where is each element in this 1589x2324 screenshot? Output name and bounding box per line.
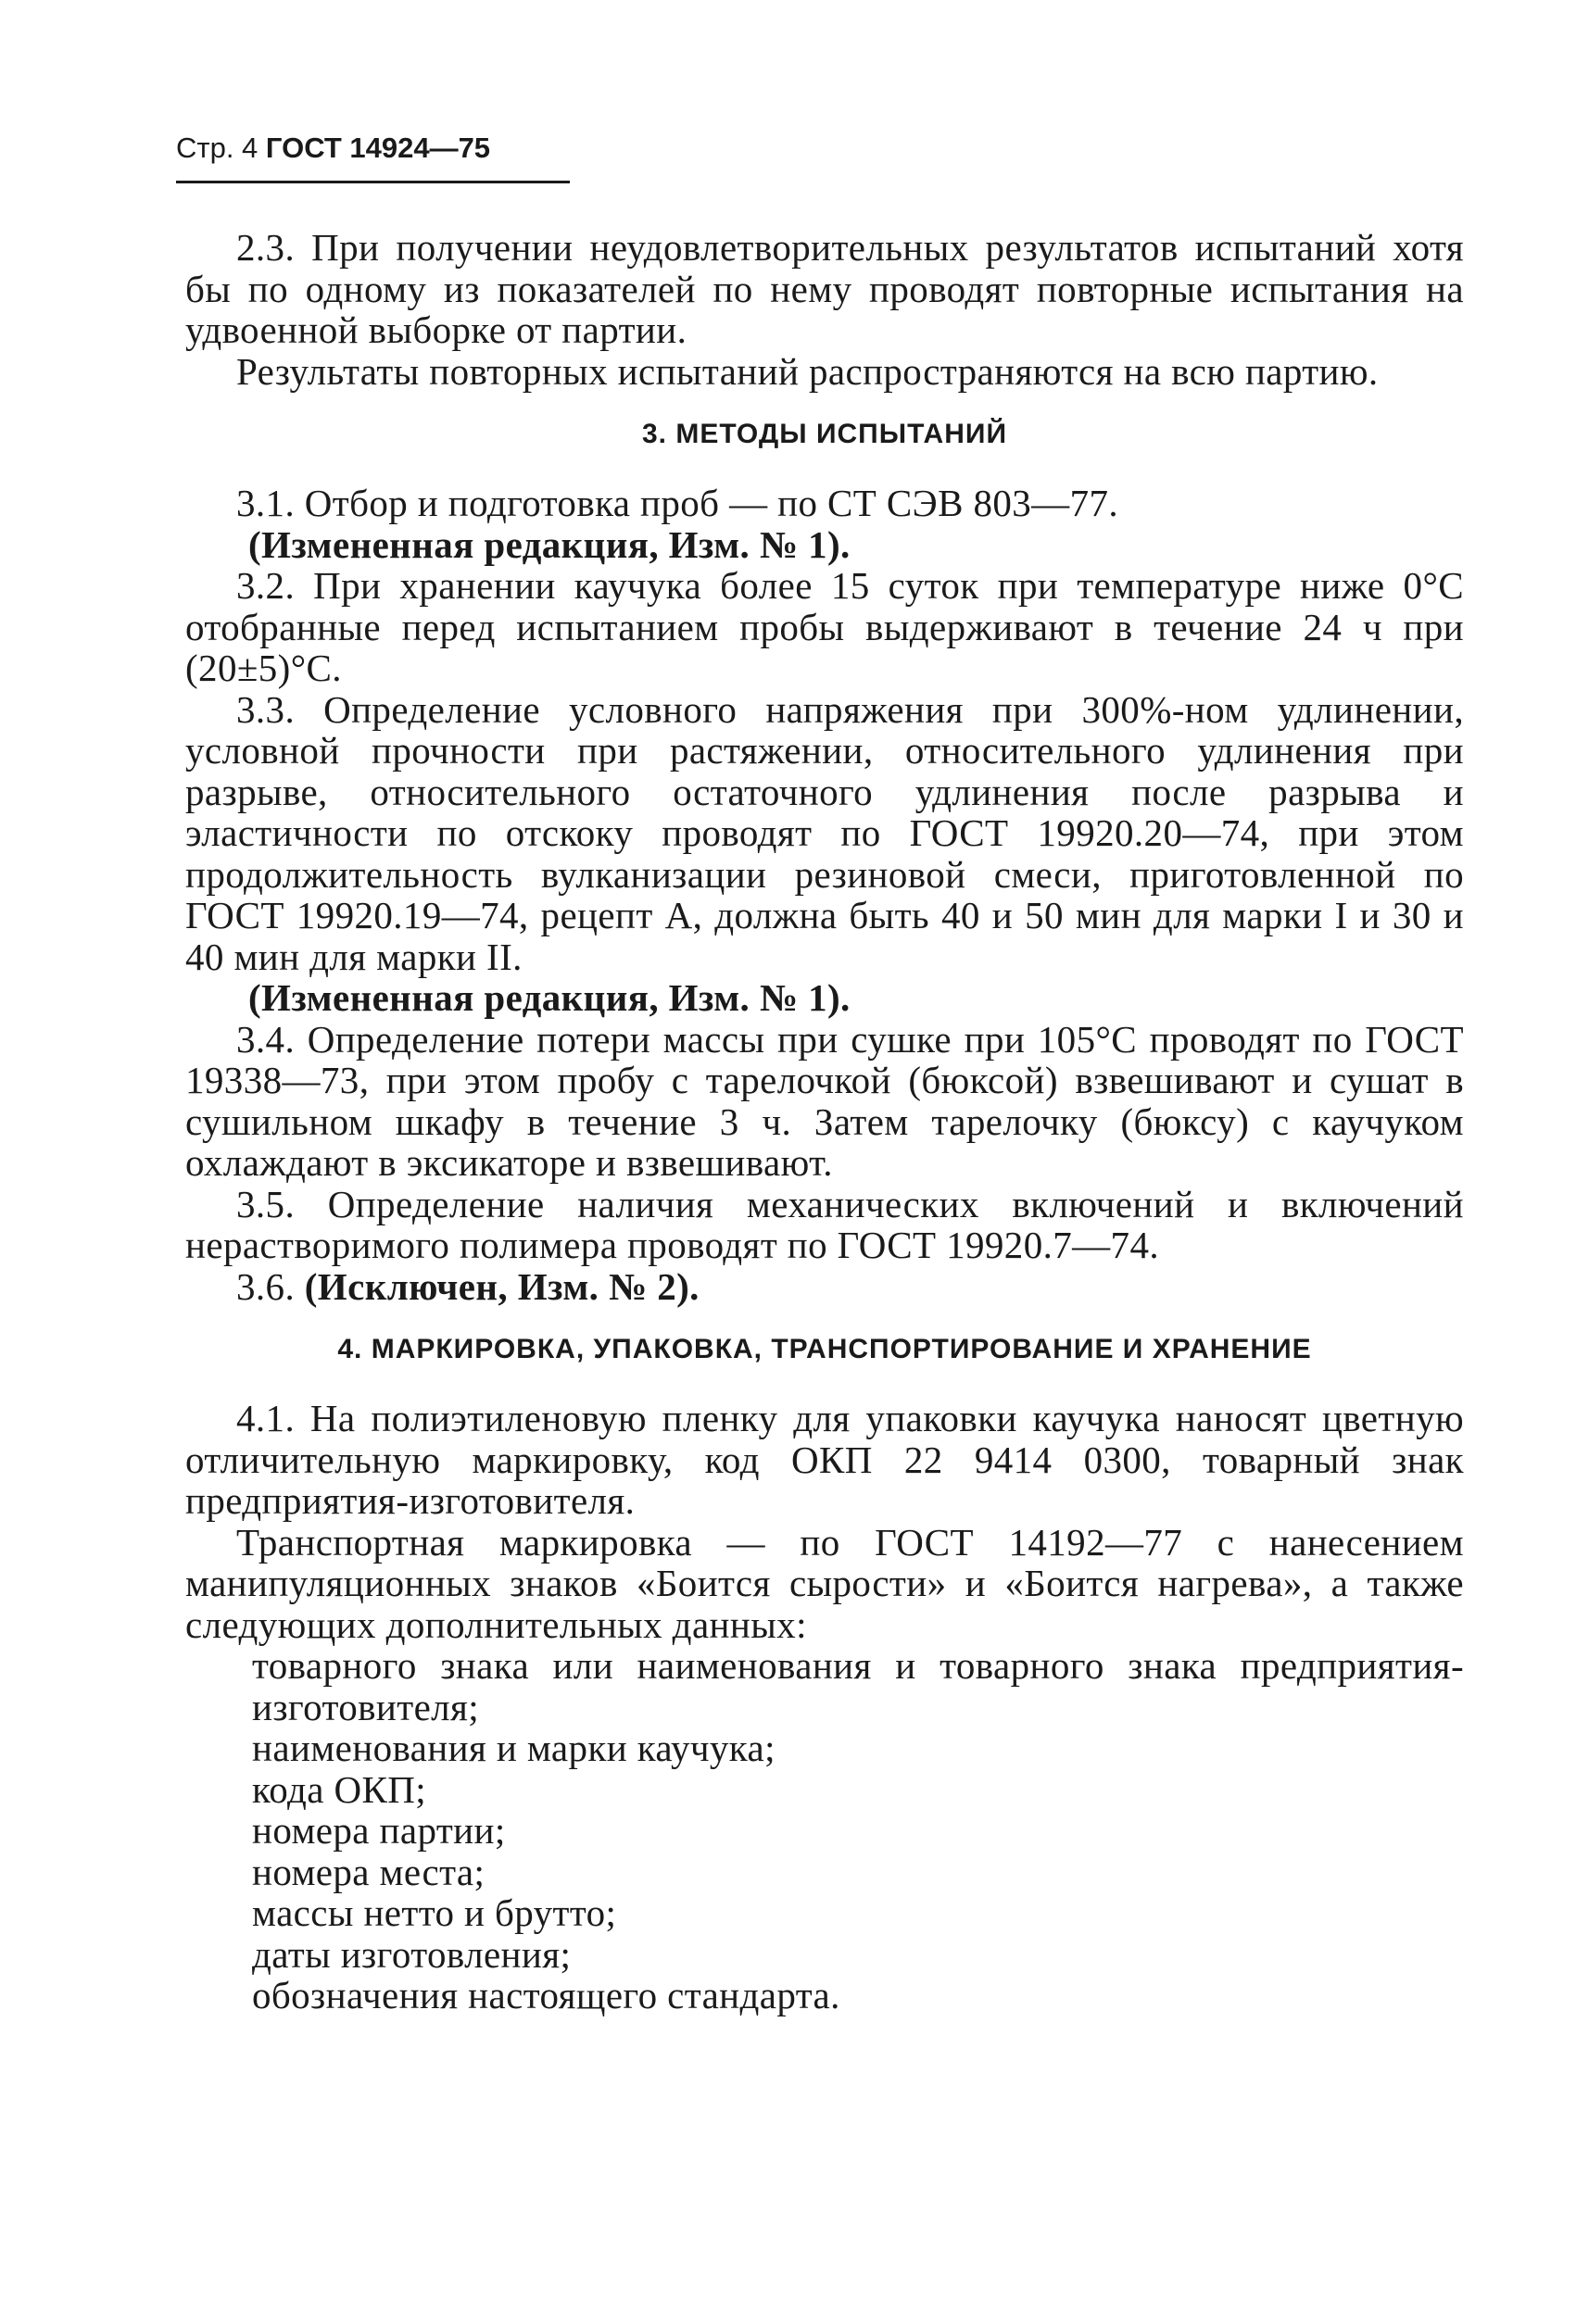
list-item: массы нетто и брутто; (252, 1891, 617, 1934)
list-item: товарного знака или наименования и товарного знака предприятия-изготовителя; (252, 1644, 1464, 1728)
marking-list (252, 1645, 1464, 2016)
list-item: номера места; (252, 1850, 486, 1893)
list-item: наименования и марки каучука; (252, 1727, 776, 1769)
list-item: обозначения настоящего стандарта. (252, 1974, 840, 2016)
paragraph-3-6-number: 3.6. (236, 1264, 305, 1308)
list-item: номера партии; (252, 1809, 506, 1852)
paragraph-3-4: 3.4. Определение потери массы при сушке при 105°С проводят по ГОСТ 19338—73, при этом пробу с тарелочкой (бюксой) взвешивают и сушат в сушильном шкафу в течение 3 ч. Затем тарелочку (бюксу) с каучуком охлаждают в эксикаторе и взвешивают. (185, 1017, 1464, 1184)
section-3-title: 3. МЕТОДЫ ИСПЫТАНИЙ (642, 419, 1007, 449)
paragraph-2-3-result: Результаты повторных испытаний распространяются на всю партию. (236, 349, 1379, 393)
paragraph-3-2: 3.2. При хранении каучука более 15 суток при температуре ниже 0°С отобранные перед испытанием пробы выдерживают в течение 24 ч при (20±5)°С. (185, 564, 1464, 689)
standard-code: ГОСТ 14924—75 (265, 132, 491, 164)
page-header (176, 130, 490, 167)
paragraph-3-3: 3.3. Определение условного напряжения при 300%-ном удлинении, условной прочности при растяжении, относительного удлинения при разрыве, относительного остаточного удлинения после разрыва и эластичности по отскоку проводят по ГОСТ 19920.20—74, при этом продолжительность вулканизации резиновой смеси, приготовленной по ГОСТ 19920.19—74, рецепт А, должна быть 40 и 50 мин для марки I и 30 и 40 мин для марки II. (185, 687, 1464, 978)
paragraph-3-6 (185, 1266, 1464, 1308)
list-item: даты изготовления; (252, 1932, 572, 1976)
paragraph-2-3: 2.3. При получении неудовлетворительных результатов испытаний хотя бы по одному из показателей по нему проводят повторные испытания на удвоенной выборке от партии. (185, 226, 1464, 351)
page-number: Стр. 4 (176, 132, 259, 164)
amendment-note: (Измененная редакция, Изм. № 1). (248, 522, 851, 566)
section-4-title: 4. МАРКИРОВКА, УПАКОВКА, ТРАНСПОРТИРОВАНИЕ И ХРАНЕНИЕ (337, 1334, 1312, 1364)
paragraph-3-6-excluded: (Исключен, Изм. № 2). (304, 1264, 700, 1308)
paragraph-4-1: 4.1. На полиэтиленовую пленку для упаковки каучука наносят цветную отличительную маркировку, код ОКП 22 9414 0300, товарный знак предприятия-изготовителя. (185, 1397, 1464, 1522)
document-body (185, 227, 1464, 2016)
header-rule (176, 181, 570, 183)
paragraph-3-5: 3.5. Определение наличия механических включений и включений нерастворимого полимера проводят по ГОСТ 19920.7—74. (185, 1182, 1464, 1266)
list-item: кода ОКП; (252, 1767, 427, 1811)
amendment-note: (Измененная редакция, Изм. № 1). (248, 976, 851, 1019)
paragraph-4-1-transport: Транспортная маркировка — по ГОСТ 14192—77 с нанесением манипуляционных знаков «Боится сырости» и «Боится нагрева», а также следующих дополнительных данных: (185, 1520, 1464, 1646)
paragraph-3-1: 3.1. Отбор и подготовка проб — по СТ СЭВ 803—77. (236, 482, 1119, 524)
